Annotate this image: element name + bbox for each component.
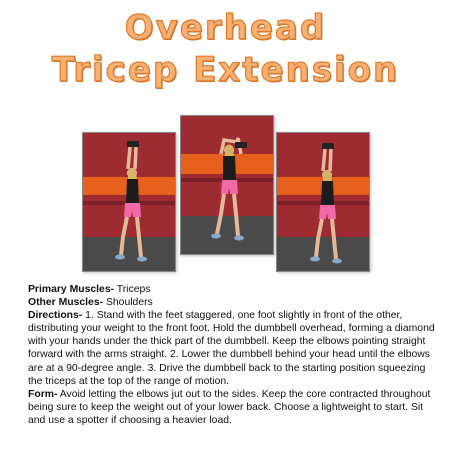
title-line-2: Tricep Extension (51, 50, 400, 90)
directions-text: 1. Stand with the feet staggered, one foot slightly in front of the other, distributing your weight to the front foot. Hold the dumbbell overhead, forming a diamond with your hands under the thick part of the dumbbell. Keep the elbows pointing straight forward with the arms straight. 2. Lower the dumbbell behind your head until the elbows are at a 90-degree angle. 3. Drive the dumbbell back to the starting position squeezing the triceps at the top of the range of motion. (28, 310, 435, 387)
directions-label: Directions- (28, 310, 83, 322)
other-muscles-label: Other Muscles- (28, 297, 104, 309)
exercise-description (28, 283, 438, 427)
exercise-photo-finish (276, 132, 370, 272)
exercise-photo-lowered-image (181, 116, 273, 254)
exercise-photo-lowered (180, 115, 274, 255)
directions-paragraph (28, 309, 438, 388)
form-text: Avoid letting the elbows jut out to the sides. Keep the core contracted throughout being sure to keep the weight out of your lower back. Choose a lightweight to start. Sit and use a spotter if choosing a heavier load. (28, 388, 431, 426)
exercise-photo-start (82, 132, 176, 272)
other-muscles-line (28, 296, 438, 309)
form-label: Form- (28, 388, 58, 400)
primary-muscles-label: Primary Muscles- (28, 284, 115, 295)
other-muscles-value: Shoulders (105, 297, 153, 309)
exercise-photo-finish-image (277, 133, 369, 271)
primary-muscles-value: Triceps (116, 284, 151, 295)
form-paragraph (28, 388, 438, 427)
title-line-1: Overhead (124, 8, 327, 48)
exercise-photo-start-image (83, 133, 175, 271)
primary-muscles-line (28, 283, 438, 296)
